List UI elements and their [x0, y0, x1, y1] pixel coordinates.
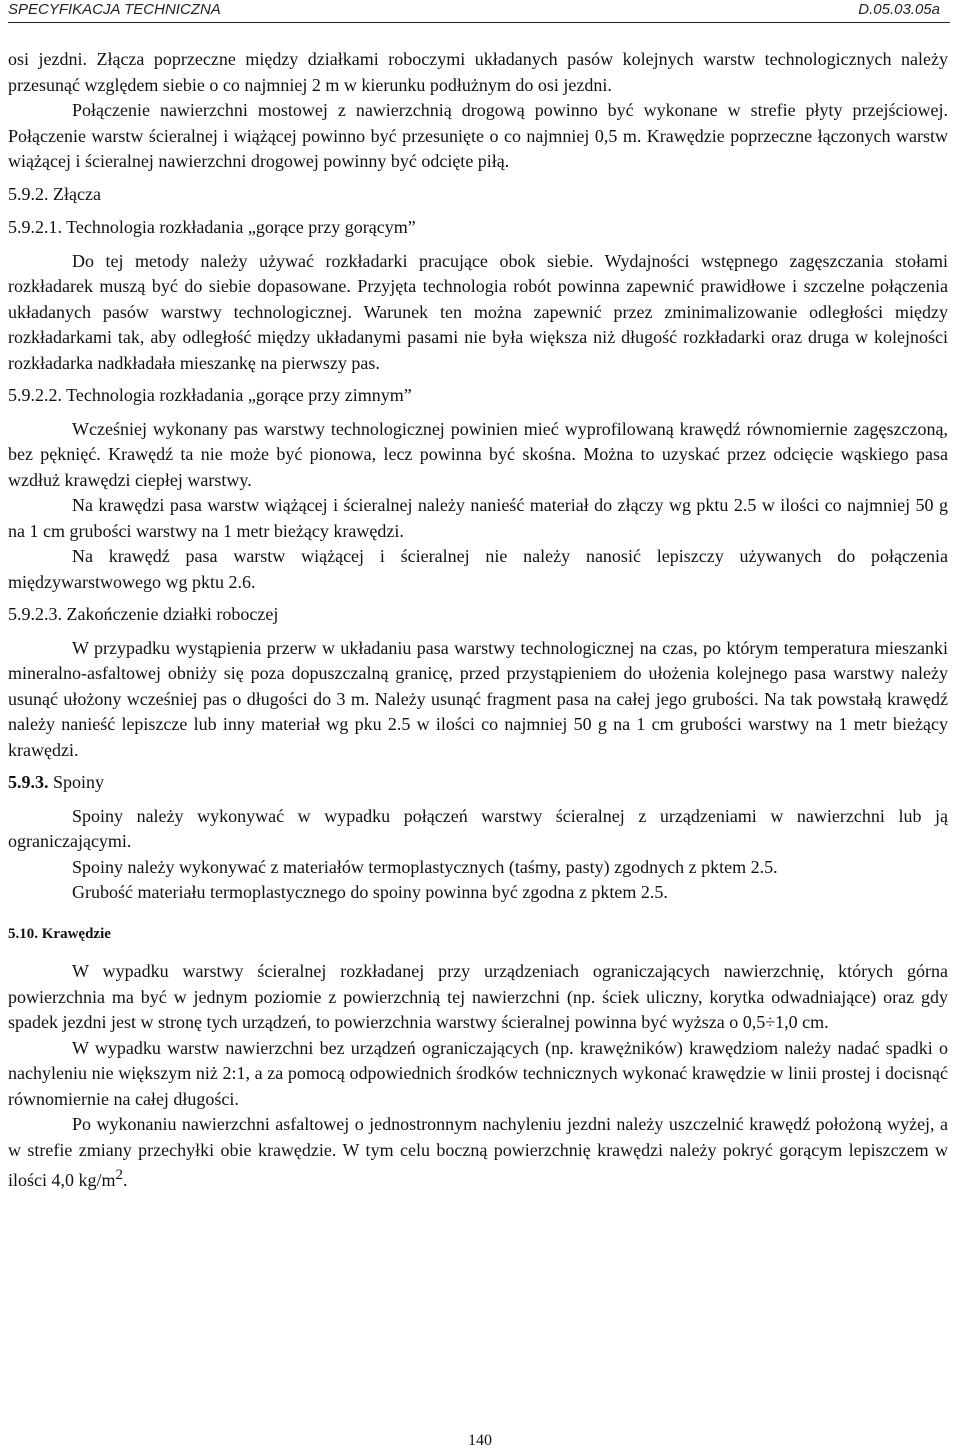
paragraph: Wcześniej wykonany pas warstwy technologicznej powinien mieć wyprofilowaną krawędź równomiernie zagęszczoną, bez pęknięć. Krawędź ta nie może być pionowa, lecz powinna być skośna. Można to uzyskać przez odcięcie wąskiego pasa wzdłuż krawędzi ciepłej warstwy.: [8, 418, 948, 490]
section-heading: 5.9.2.2. Technologia rozkładania „gorące przy zimnym”: [8, 385, 412, 405]
section-title: Spoiny: [53, 772, 105, 792]
header-doc-code: D.05.03.05a: [858, 1, 940, 18]
section-number: 5.9.3.: [8, 772, 49, 792]
paragraph: [8, 1112, 948, 1194]
paragraph: osi jezdni. Złącza poprzeczne między działkami roboczymi układanych pasów kolejnych warstw technologicznych należy przesunąć względem siebie o co najmniej 2 m w kierunku podłużnym do osi jezdni.: [8, 49, 948, 95]
paragraph: Grubość materiału termoplastycznego do spoiny powinna być zgodna z pktem 2.5.: [72, 882, 668, 902]
page-number: 140: [468, 1432, 492, 1449]
paragraph-text: Po wykonaniu nawierzchni asfaltowej o jednostronnym nachyleniu jezdni należy uszczelnić krawędź położoną wyżej, a w strefie zmiany przechyłki obie krawędzie. W tym celu boczną powierzchnię krawędzi należy pokryć gorącym lepiszczem w ilości 4,0 kg/m: [8, 1114, 948, 1190]
section-heading: 5.9.2. Złącza: [8, 183, 101, 204]
paragraph: W wypadku warstwy ścieralnej rozkładanej przy urządzeniach ograniczających nawierzchnię, których górna powierzchnia ma być w jednym poziomie z powierzchnią tej nawierzchni (np. ściek uliczny, korytka odwadniające) oraz gdy spadek jezdni jest w stronę tych urządzeń, to powierzchnia warstwy ścieralnej powinna być wyższa o 0,5÷1,0 cm.: [8, 961, 948, 1032]
paragraph: Spoiny należy wykonywać z materiałów termoplastycznych (taśmy, pasty) zgodnych z pktem 2.5.: [72, 856, 778, 877]
header-title: SPECYFIKACJA TECHNICZNA: [8, 1, 221, 18]
page-header: [8, 0, 950, 23]
paragraph: Na krawędź pasa warstw wiążącej i ścieralnej nie należy nanosić lepiszczy używanych do połączenia międzywarstwowego wg pktu 2.6.: [8, 546, 948, 592]
paragraph: Na krawędzi pasa warstw wiążącej i ścieralnej należy nanieść materiał do złączy wg pktu 2.5 w ilości co najmniej 50 g na 1 cm grubości warstwy na 1 metr bieżący krawędzi.: [8, 495, 948, 541]
paragraph: W przypadku wystąpienia przerw w układaniu pasa warstwy technologicznej na czas, po którym temperatura mieszanki mineralno-asfaltowej obniży się poza dopuszczalną granicę, przed przystąpieniem do ułożenia kolejnego pasa warstwy należy usunąć ułożony wcześniej pas o długości do 3 m. Należy usunąć fragment pasa na całej jego grubości. Na tak powstałą krawędź należy nanieść lepiszcze lub inny materiał wg pku 2.5 w ilości co najmniej 50 g na 1 cm grubości warstwy na 1 metr bieżący krawędzi.: [8, 637, 948, 760]
section-heading: 5.9.2.1. Technologia rozkładania „gorące przy gorącym”: [8, 217, 416, 237]
paragraph: Do tej metody należy używać rozkładarki pracujące obok siebie. Wydajności wstępnego zagęszczania stołami rozkładarek muszą być do siebie dopasowane. Przyjęta technologia robót powinna zapewnić prawidłowe i szczelne połączenia układanych pasów warstwy technologicznej. Warunek ten można zapewnić przez zminimalizowanie odległości między rozkładarkami tak, aby odległość między układanymi pasami nie była większa niż długość rozkładarki oraz druga w kolejności rozkładarka nadkładała mieszankę na pierwszy pas.: [8, 250, 948, 373]
section-heading: 5.9.2.3. Zakończenie działki roboczej: [8, 604, 279, 624]
paragraph-end: .: [123, 1170, 128, 1190]
superscript: 2: [115, 1167, 123, 1183]
section-heading: [8, 770, 948, 796]
paragraph: Połączenie nawierzchni mostowej z nawierzchnią drogową powinno być wykonane w strefie płyty przejściowej. Połączenie warstw ścieralnej i wiążącej powinno być przesunięte o co najmniej 0,5 m. Krawędzie poprzeczne łączonych warstw wiążącej i ścieralnej nawierzchni drogowej powinny być odcięte piłą.: [8, 100, 948, 171]
paragraph: W wypadku warstw nawierzchni bez urządzeń ograniczających (np. krawężników) krawędziom należy nadać spadki o nachyleniu nie większym niż 2:1, a za pomocą odpowiednich środków technicznych wykonać krawędzie w linii prostej i docisnąć równomiernie na całej długości.: [8, 1037, 948, 1109]
document-body: [8, 47, 948, 1194]
section-heading: 5.10. Krawędzie: [8, 925, 111, 942]
paragraph: Spoiny należy wykonywać w wypadku połączeń warstwy ścieralnej z urządzeniami w nawierzchni lub ją ograniczającymi.: [8, 805, 948, 851]
